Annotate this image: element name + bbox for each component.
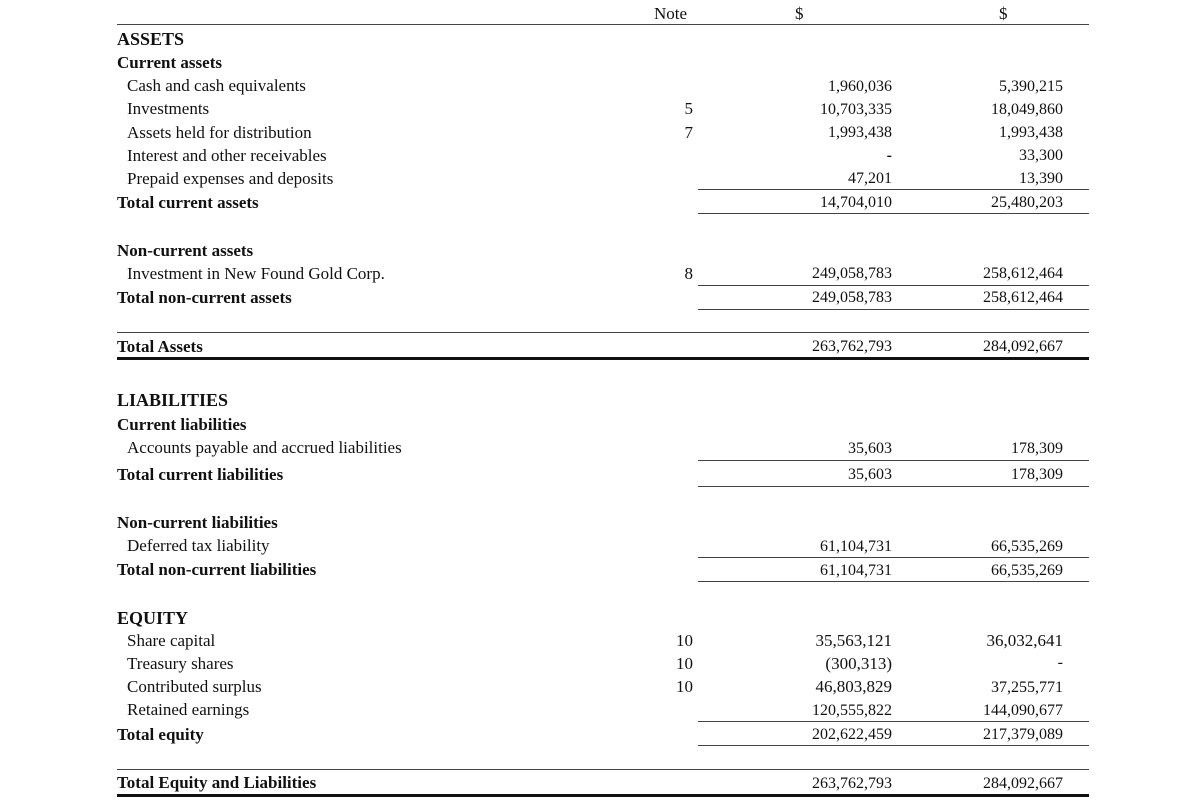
row-value-prior: 258,612,464	[983, 265, 1063, 282]
total-current-assets-current: 14,704,010	[820, 194, 892, 211]
row-label: Cash and cash equivalents	[127, 76, 306, 95]
row-value-current: 10,703,335	[820, 101, 892, 118]
row-note: 10	[676, 677, 693, 696]
row-value-prior: 18,049,860	[991, 101, 1063, 118]
total-current-liabilities-current: 35,603	[848, 466, 892, 483]
total-non-current-assets-prior: 258,612,464	[983, 289, 1063, 306]
row-value-current: 120,555,822	[812, 702, 892, 719]
total-non-current-liabilities-current: 61,104,731	[820, 562, 892, 579]
row-value-prior: 178,309	[1011, 440, 1063, 457]
row-note: 7	[684, 123, 693, 142]
total-assets-double-rule	[117, 357, 1089, 360]
row-value-prior: 33,300	[1019, 147, 1063, 164]
current-assets-heading: Current assets	[117, 53, 222, 72]
current-liabilities-heading: Current liabilities	[117, 415, 247, 434]
total-equity-and-liabilities-prior: 284,092,667	[983, 775, 1063, 792]
subtotal-rule	[698, 189, 1089, 190]
subtotal-rule	[698, 285, 1089, 286]
header-rule	[117, 24, 1089, 25]
row-label: Accounts payable and accrued liabilities	[127, 438, 402, 457]
total-rule	[698, 213, 1089, 214]
row-value-prior: 13,390	[1019, 170, 1063, 187]
row-label: Prepaid expenses and deposits	[127, 169, 334, 188]
total-rule	[698, 581, 1089, 582]
assets-heading: ASSETS	[117, 29, 185, 49]
total-non-current-assets-current: 249,058,783	[812, 289, 892, 306]
row-label: Retained earnings	[127, 700, 250, 719]
row-note: 8	[684, 264, 693, 283]
equity-heading: EQUITY	[117, 608, 189, 628]
total-non-current-liabilities-prior: 66,535,269	[991, 562, 1063, 579]
non-current-liabilities-heading: Non-current liabilities	[117, 513, 278, 532]
row-value-current: 249,058,783	[812, 265, 892, 282]
row-label: Interest and other receivables	[127, 146, 327, 165]
total-equity-label: Total equity	[117, 725, 204, 744]
total-assets-prior: 284,092,667	[983, 338, 1063, 355]
note-column-header: Note	[654, 4, 688, 23]
row-value-current: 35,603	[848, 440, 892, 457]
row-value-current: 47,201	[848, 170, 892, 187]
total-assets-current: 263,762,793	[812, 338, 892, 355]
total-current-assets-label: Total current assets	[117, 193, 259, 212]
row-label: Investment in New Found Gold Corp.	[127, 264, 385, 283]
total-equity-prior: 217,379,089	[983, 726, 1063, 743]
total-rule	[698, 486, 1089, 487]
row-value-current: 46,803,829	[815, 677, 892, 696]
total-equity-and-liabilities-current: 263,762,793	[812, 775, 892, 792]
total-current-liabilities-prior: 178,309	[1011, 466, 1063, 483]
row-value-current: 35,563,121	[815, 631, 892, 650]
row-label: Deferred tax liability	[127, 536, 270, 555]
total-current-assets-prior: 25,480,203	[991, 194, 1063, 211]
row-value-prior: 144,090,677	[983, 702, 1063, 719]
row-value-prior: 66,535,269	[991, 538, 1063, 555]
row-label: Investments	[127, 99, 210, 118]
total-non-current-liabilities-label: Total non-current liabilities	[117, 560, 317, 579]
grand-total-top-rule	[117, 769, 1089, 770]
row-value-current: -	[886, 147, 892, 164]
total-equity-and-liabilities-label: Total Equity and Liabilities	[117, 773, 317, 792]
row-value-prior: 36,032,641	[986, 631, 1063, 650]
row-value-prior: 1,993,438	[999, 124, 1063, 141]
total-rule	[698, 309, 1089, 310]
row-label: Treasury shares	[127, 654, 234, 673]
total-current-liabilities-label: Total current liabilities	[117, 465, 284, 484]
row-label: Share capital	[127, 631, 216, 650]
row-value-current: 1,993,438	[828, 124, 892, 141]
row-value-current: 61,104,731	[820, 538, 892, 555]
row-value-current: 1,960,036	[828, 78, 892, 95]
row-value-current: (300,313)	[825, 654, 892, 673]
liabilities-heading: LIABILITIES	[117, 390, 229, 410]
subtotal-rule	[698, 721, 1089, 722]
total-assets-top-rule	[117, 332, 1089, 333]
non-current-assets-heading: Non-current assets	[117, 241, 254, 260]
row-note: 10	[676, 654, 693, 673]
row-label: Contributed surplus	[127, 677, 262, 696]
row-value-prior: 37,255,771	[991, 679, 1063, 696]
current-period-currency-header: $	[795, 4, 804, 23]
total-non-current-assets-label: Total non-current assets	[117, 288, 292, 307]
row-value-prior: 5,390,215	[999, 78, 1063, 95]
row-note: 10	[676, 631, 693, 650]
prior-period-currency-header: $	[999, 4, 1008, 23]
subtotal-rule	[698, 460, 1089, 461]
total-rule	[698, 745, 1089, 746]
subtotal-rule	[698, 557, 1089, 558]
row-value-prior: -	[1057, 654, 1063, 671]
total-assets-label: Total Assets	[117, 337, 203, 356]
row-note: 5	[684, 99, 693, 118]
grand-total-double-rule	[117, 794, 1089, 797]
total-equity-current: 202,622,459	[812, 726, 892, 743]
row-label: Assets held for distribution	[127, 123, 312, 142]
